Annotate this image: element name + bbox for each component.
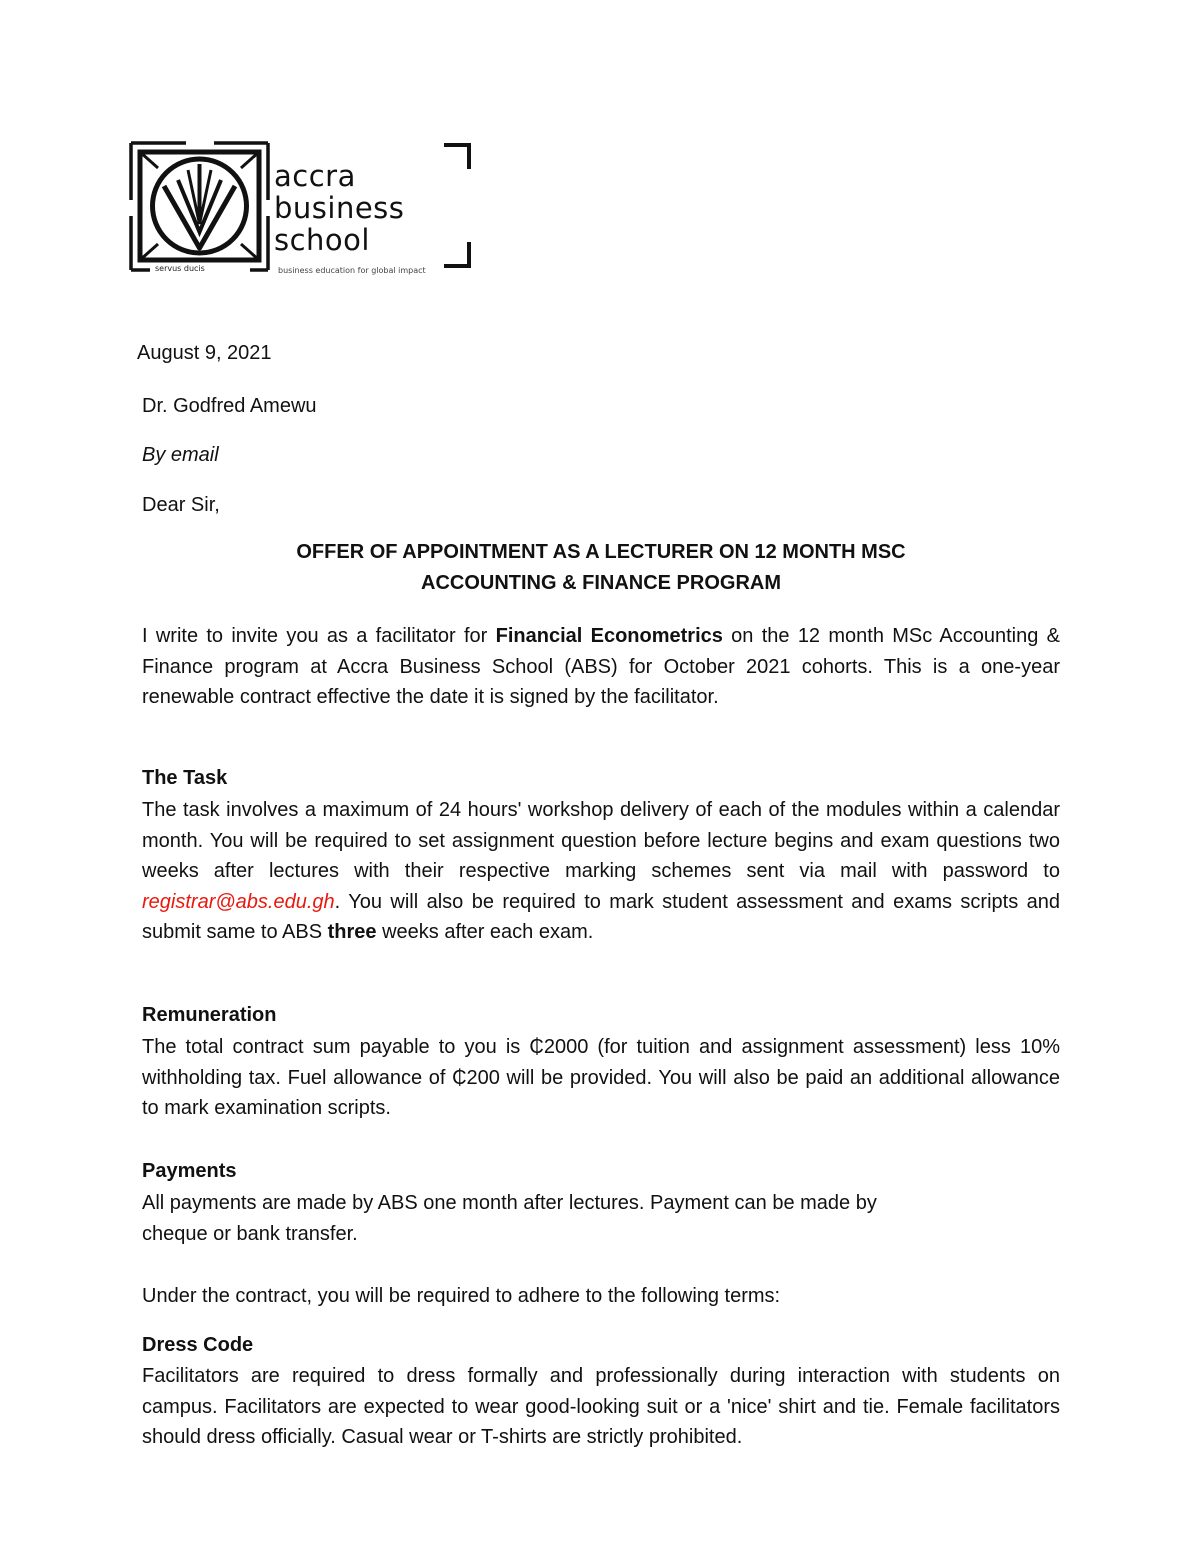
subject-line: ACCOUNTING & FINANCE PROGRAM [421, 572, 781, 594]
section-heading-task: The Task [142, 767, 228, 789]
intro-text: I write to invite you as a facilitator for [142, 625, 496, 647]
section-heading-payments: Payments [142, 1160, 237, 1182]
corner-bracket [444, 242, 471, 268]
course-name: Financial Econometrics [495, 625, 723, 647]
recipient-name: Dr. Godfred Amewu [142, 395, 317, 417]
task-paragraph [142, 795, 1060, 948]
corner-bracket [444, 143, 471, 169]
school-tagline: business education for global impact [278, 266, 426, 275]
intro-text: on the 12 month MSc Accounting & Finance program at Accra Business School (ABS) for October 2021 cohorts. This is a one-year renewable contract effective the date it is signed by the facilitator. [142, 625, 1060, 708]
intro-paragraph [142, 621, 1060, 713]
terms-intro: Under the contract, you will be required to adhere to the following terms: [142, 1285, 781, 1307]
letter-subject [142, 537, 1060, 599]
school-name-line: school [274, 223, 370, 257]
subject-line: OFFER OF APPOINTMENT AS A LECTURER ON 12 MONTH MSC [296, 541, 906, 563]
abs-crest-icon [128, 140, 273, 275]
letterhead [128, 140, 478, 275]
registrar-email-link[interactable]: registrar@abs.edu.gh [142, 890, 335, 913]
school-name-line: business [274, 191, 405, 225]
task-emphasis: three [327, 921, 377, 943]
payments-line: All payments are made by ABS one month after lectures. Payment can be made by [142, 1192, 877, 1214]
school-name-line: accra [274, 159, 356, 193]
task-text: . You will also be required to mark student assessment and exams scripts and submit same to ABS [142, 890, 1060, 943]
task-text: weeks after each exam. [376, 921, 594, 943]
payments-line: cheque or bank transfer. [142, 1222, 358, 1245]
section-heading-remuneration: Remuneration [142, 1004, 277, 1026]
delivery-method: By email [142, 444, 219, 466]
payments-paragraph [142, 1188, 1060, 1249]
section-heading-dress-code: Dress Code [142, 1334, 254, 1356]
task-text: The task involves a maximum of 24 hours' workshop delivery of each of the modules within a calendar month. You will be required to set assignment question before lecture begins and exam questions two weeks after lectures with their respective marking schemes sent via mail with password to [142, 799, 1060, 882]
letter-date: August 9, 2021 [137, 342, 272, 364]
salutation: Dear Sir, [142, 494, 220, 516]
school-motto: servus ducis [155, 264, 205, 273]
remuneration-paragraph: The total contract sum payable to you is ₵2000 (for tuition and assignment assessment) less 10% withholding tax. Fuel allowance of ₵200 will be provided. You will also be paid an additional allowance to mark examination scripts. [142, 1036, 1060, 1119]
dress-code-paragraph: Facilitators are required to dress formally and professionally during interaction with students on campus. Facilitators are expected to wear good-looking suit or a 'nice' shirt and tie. Female facilitators should dress officially. Casual wear or T-shirts are strictly prohibited. [142, 1365, 1060, 1448]
